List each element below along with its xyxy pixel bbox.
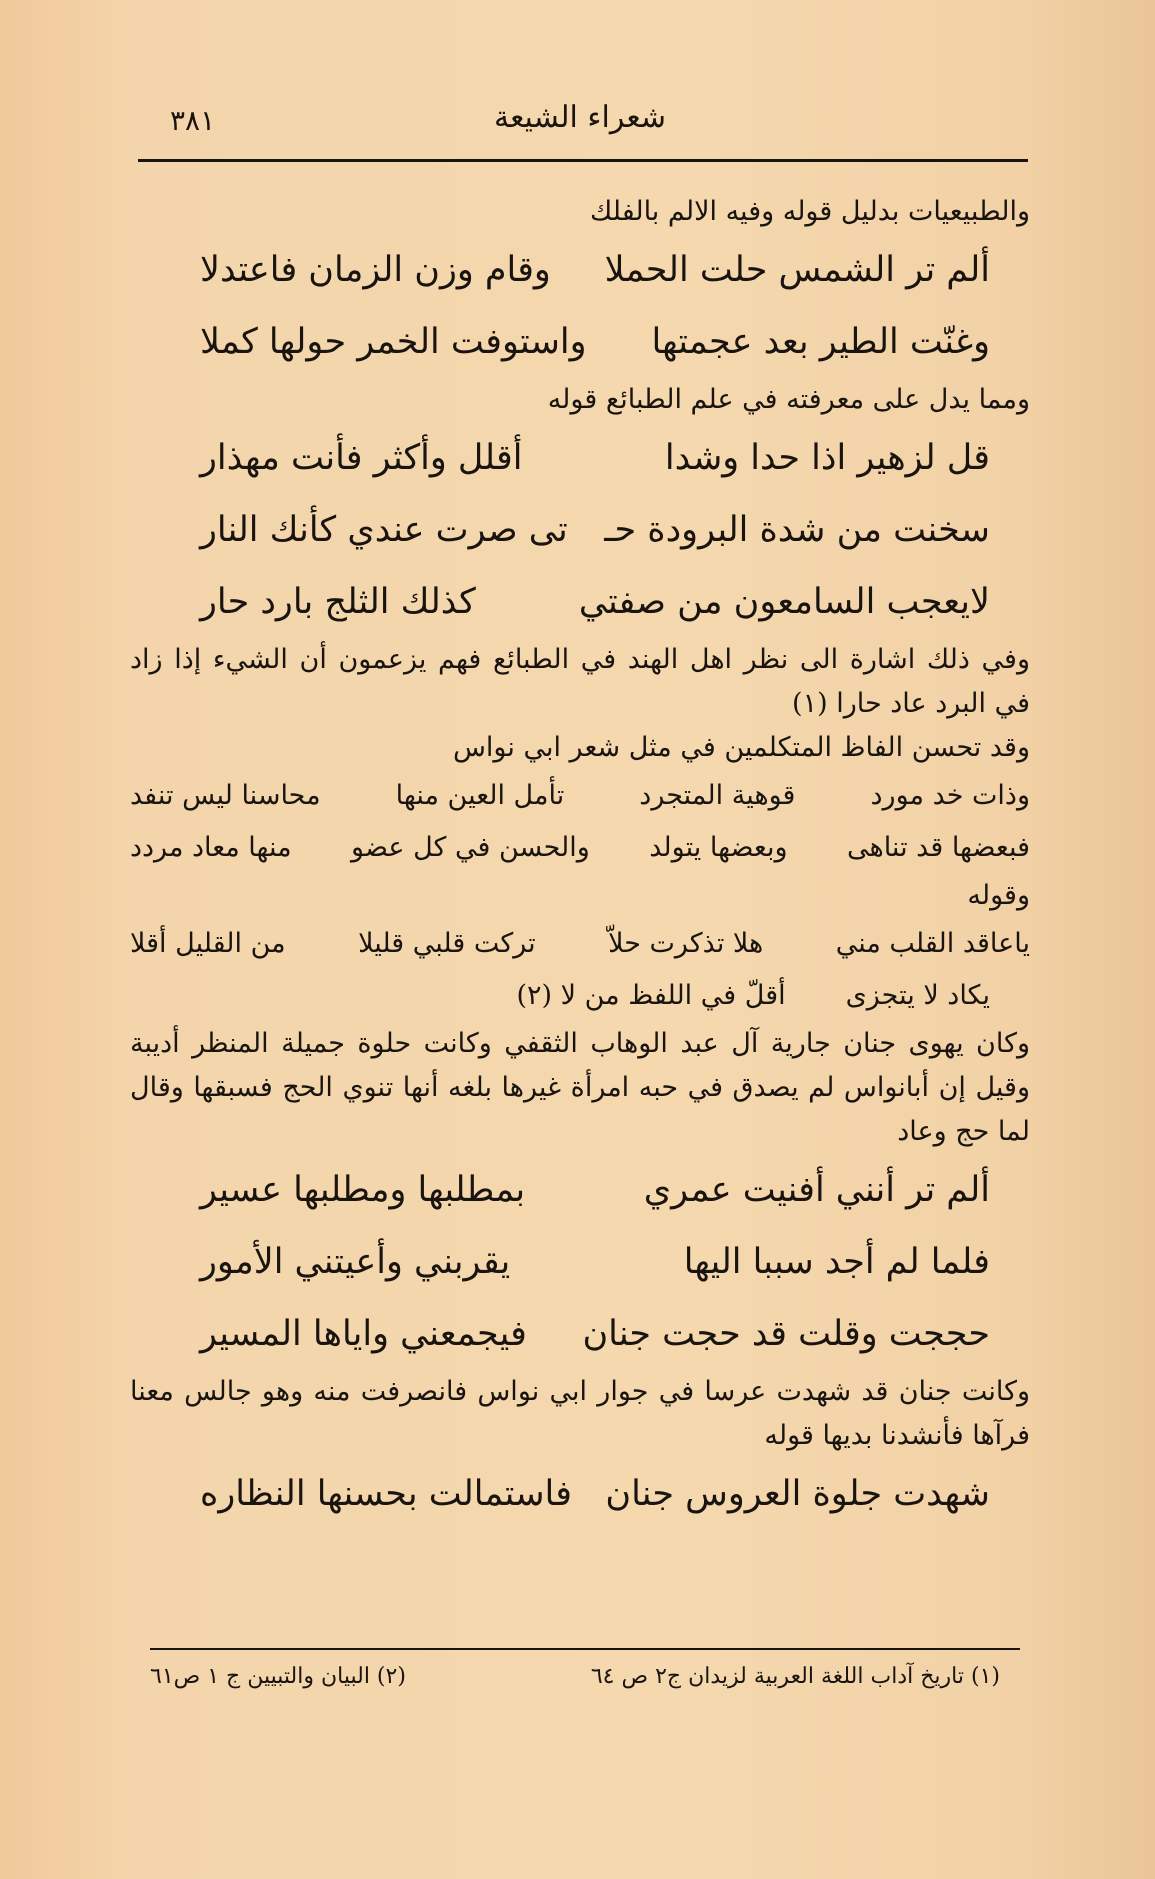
prose-line: وقوله — [967, 880, 1030, 911]
verse-line — [130, 422, 1030, 494]
prose-line: ومما يدل على معرفته في علم الطبائع قوله — [547, 384, 1030, 415]
verse-part: هلا تذكرت حلاّ — [608, 928, 764, 959]
verse-part: محاسنا ليس تنفد — [130, 780, 321, 811]
verse-second-hemistich: واستوفت الخمر حولها كملا — [200, 322, 587, 362]
verse-part: أقلّ في اللفظ من لا (٢) — [516, 980, 786, 1011]
header-rule — [138, 159, 1028, 162]
verse-second-hemistich: كذلك الثلج بارد حار — [200, 582, 476, 622]
verse-part: منها معاد مردد — [130, 832, 292, 863]
verse-second-hemistich: بمطلبها ومطلبها عسير — [200, 1170, 526, 1210]
verse-line — [130, 1298, 1030, 1370]
page-header — [130, 100, 1030, 140]
verse-first-hemistich: حججت وقلت قد حجت جنان — [582, 1314, 990, 1354]
footnote-2: (٢) البيان والتبيين ج ١ ص٦١ — [150, 1664, 406, 1689]
prose-paragraph: وفي ذلك اشارة الى نظر اهل الهند في الطبائع فهم يزعمون أن الشيء إذا زاد في البرد عاد حارا (١) — [130, 644, 1030, 719]
footnote-1: (١) تاريخ آداب اللغة العربية لزيدان ج٢ ص ٦٤ — [590, 1664, 1000, 1689]
verse-line — [130, 918, 1030, 970]
verse-second-hemistich: فاستمالت بحسنها النظاره — [200, 1474, 572, 1514]
verse-second-hemistich: يقربني وأعيتني الأمور — [200, 1242, 511, 1282]
verse-first-hemistich: فلما لم أجد سببا اليها — [683, 1242, 990, 1282]
verse-part: وبعضها يتولد — [649, 832, 788, 863]
verse-second-hemistich: فيجمعني واياها المسير — [200, 1314, 527, 1354]
verse-line — [130, 970, 1030, 1022]
verse-line — [130, 1154, 1030, 1226]
verse-second-hemistich: تى صرت عندي كأنك النار — [200, 510, 568, 550]
verse-part: والحسن في كل عضو — [351, 832, 590, 863]
verse-part: ياعاقد القلب مني — [835, 928, 1030, 959]
verse-part: تركت قلبي قليلا — [358, 928, 536, 959]
verse-line — [130, 306, 1030, 378]
prose-paragraph: وكان يهوى جنان جارية آل عبد الوهاب الثقفي وكانت حلوة جميلة المنظر أديبة وقيل إن أبانواس لم يصدق في حبه امرأة غيرها بلغه أنها تنوي الحج فسبقها وقال لما حج وعاد — [130, 1028, 1030, 1147]
verse-part: وذات خد مورد — [870, 780, 1030, 811]
page-number: ٣٨١ — [170, 104, 216, 137]
verse-line — [130, 494, 1030, 566]
verse-first-hemistich: قل لزهير اذا حدا وشدا — [664, 438, 990, 478]
page-body — [130, 190, 1030, 1530]
verse-first-hemistich: وغنّت الطير بعد عجمتها — [651, 322, 990, 362]
verse-line — [130, 1226, 1030, 1298]
verse-part: فبعضها قد تناهى — [846, 832, 1030, 863]
prose-paragraph: وكانت جنان قد شهدت عرسا في جوار ابي نواس فانصرفت منه وهو جالس معنا فرآها فأنشدنا بديها قوله — [130, 1376, 1030, 1451]
verse-second-hemistich: وقام وزن الزمان فاعتدلا — [200, 250, 551, 290]
prose-line: وقد تحسن الفاظ المتكلمين في مثل شعر ابي نواس — [452, 732, 1030, 763]
running-title: شعراء الشيعة — [494, 100, 666, 135]
verse-first-hemistich: سخنت من شدة البرودة حـ — [604, 510, 990, 550]
verse-first-hemistich: لايعجب السامعون من صفتي — [578, 582, 990, 622]
verse-second-hemistich: أقلل وأكثر فأنت مهذار — [200, 438, 523, 478]
footnotes — [150, 1664, 1000, 1689]
verse-part: قوهية المتجرد — [639, 780, 796, 811]
verse-part: من القليل أقلا — [130, 928, 286, 959]
verse-first-hemistich: شهدت جلوة العروس جنان — [605, 1474, 990, 1514]
verse-line — [130, 234, 1030, 306]
verse-first-hemistich: ألم تر أنني أفنيت عمري — [643, 1170, 990, 1210]
verse-line — [130, 566, 1030, 638]
footnote-rule — [150, 1648, 1020, 1650]
prose-line: والطبيعيات بدليل قوله وفيه الالم بالفلك — [590, 196, 1030, 227]
verse-line — [130, 822, 1030, 874]
verse-line — [130, 770, 1030, 822]
verse-part: تأمل العين منها — [395, 780, 565, 811]
verse-line — [130, 1458, 1030, 1530]
verse-first-hemistich: ألم تر الشمس حلت الحملا — [604, 250, 990, 290]
verse-part: يكاد لا يتجزى — [845, 980, 990, 1011]
